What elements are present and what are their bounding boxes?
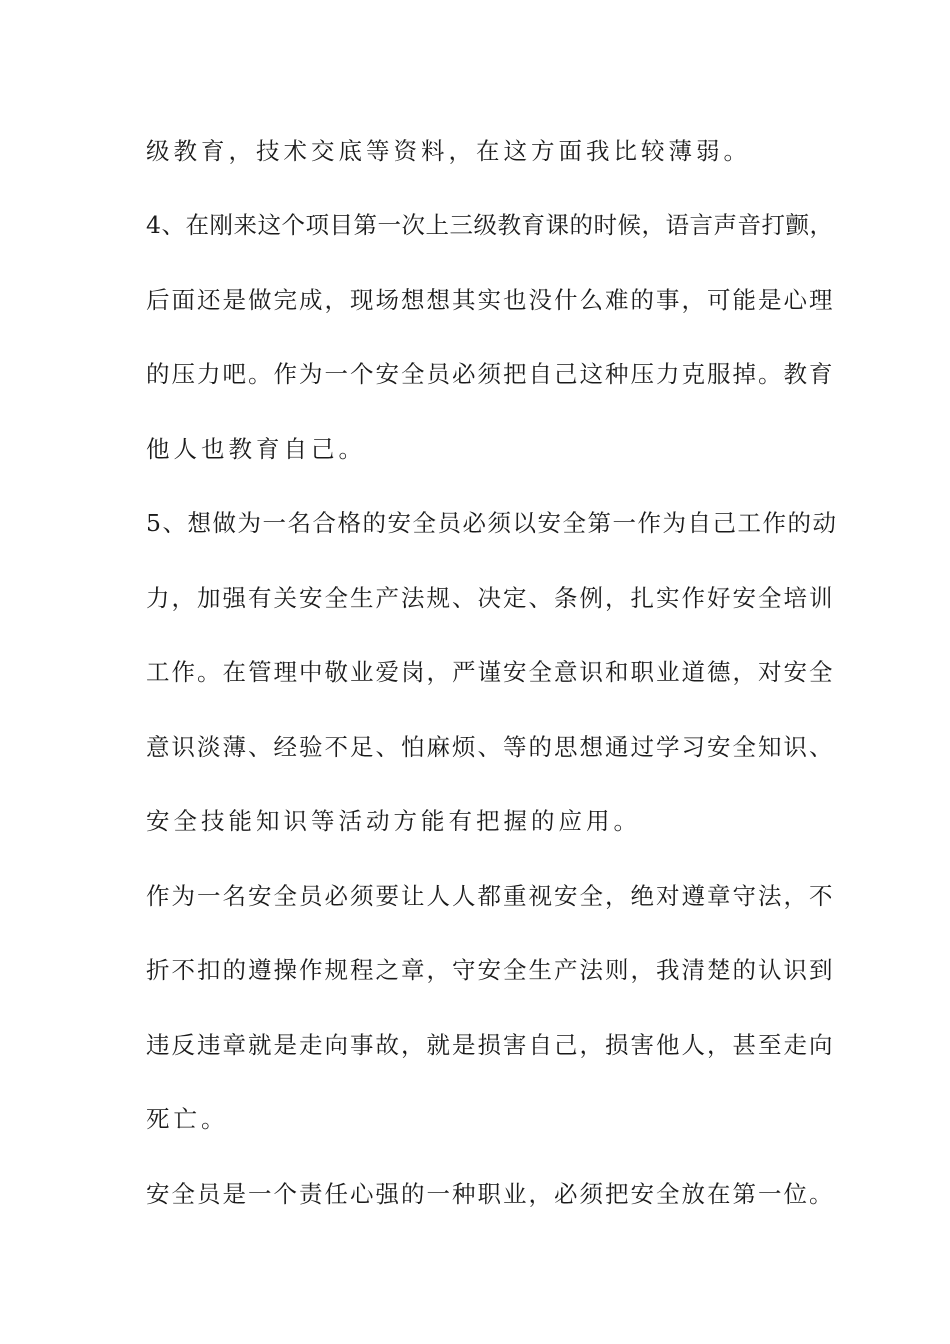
text-line-8: 工作。在管理中敬业爱岗，严谨安全意识和职业道德，对安全 [146,658,835,686]
text-line-11: 作为一名安全员必须要让人人都重视安全，绝对遵章守法，不 [146,882,835,910]
text-line-15: 安全员是一个责任心强的一种职业，必须把安全放在第一位。 [146,1180,835,1208]
text-line-13: 违反违章就是走向事故，就是损害自己，损害他人，甚至走向 [146,1031,835,1059]
text-line-10: 安全技能知识等活动方能有把握的应用。 [146,807,641,835]
text-line-9: 意识淡薄、经验不足、怕麻烦、等的思想通过学习安全知识、 [146,733,835,761]
text-line-5: 他人也教育自己。 [146,435,366,463]
text-line-3: 后面还是做完成，现场想想其实也没什么难的事，可能是心理 [146,286,835,314]
text-line-12: 折不扣的遵操作规程之章，守安全生产法则，我清楚的认识到 [146,956,835,984]
text-line-2: 4、在刚来这个项目第一次上三级教育课的时候，语言声音打颤， [146,211,834,239]
text-line-14: 死亡。 [146,1105,229,1133]
text-line-4: 的压力吧。作为一个安全员必须把自己这种压力克服掉。教育 [146,360,835,388]
text-line-1: 级教育，技术交底等资料，在这方面我比较薄弱。 [146,137,751,165]
text-line-6: 5、想做为一名合格的安全员必须以安全第一作为自己工作的动 [146,509,838,537]
text-line-7: 力，加强有关安全生产法规、决定、条例，扎实作好安全培训 [146,584,835,612]
